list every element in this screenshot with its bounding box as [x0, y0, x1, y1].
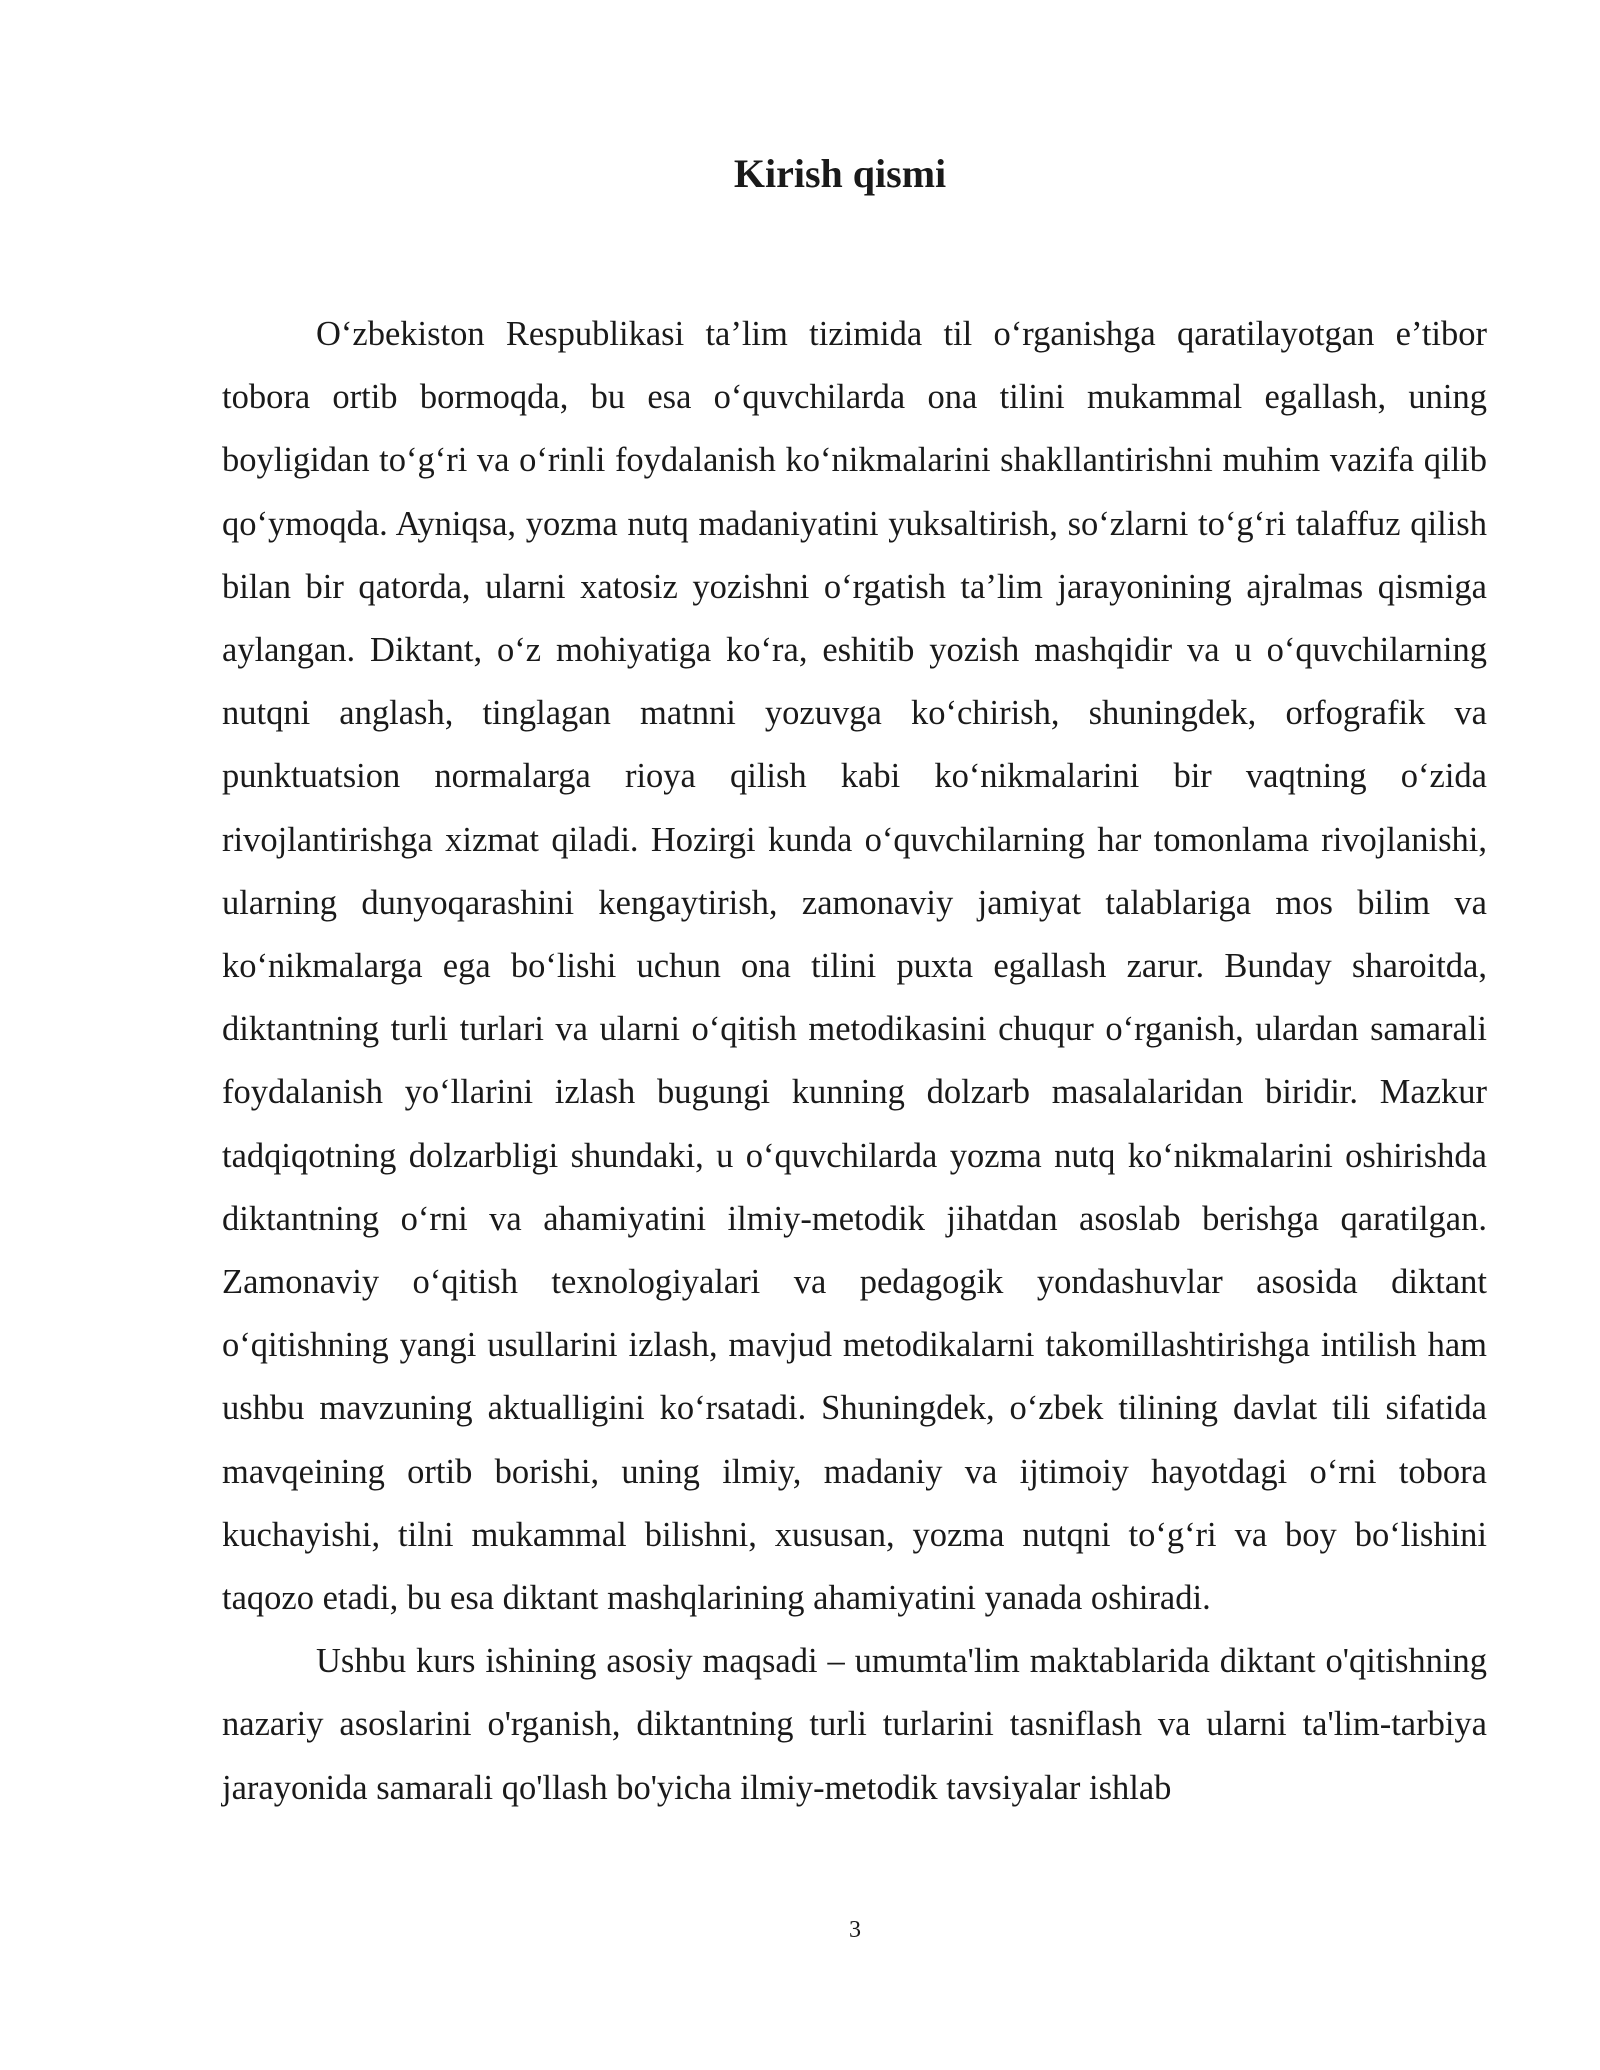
page-number: 3 [849, 1917, 861, 1943]
page-title: Kirish qismi [733, 151, 947, 196]
paragraph-goal: Ushbu kurs ishining asosiy maqsadi – umumta'lim maktablarida diktant o'qitishning nazariy asoslarini o'rganish, diktantning turli turlarini tasniflash va ularni ta'lim-tarbiya jarayonida samarali qo'llash bo'yicha ilmiy-metodik tavsiyalar ishlab [222, 1642, 1487, 1807]
document-body [222, 303, 1487, 1820]
paragraph-intro: O‘zbekiston Respublikasi ta’lim tizimida til o‘rganishga qaratilayotgan e’tibor tobora ortib bormoqda, bu esa o‘quvchilarda ona tilini mukammal egallash, uning boyligidan to‘g‘ri va o‘rinli foydalanish ko‘nikmalarini shakllantirishni muhim vazifa qilib qo‘ymoqda. Ayniqsa, yozma nutq madaniyatini yuksaltirish, so‘zlarni to‘g‘ri talaffuz qilish bilan bir qatorda, ularni xatosiz yozishni o‘rgatish ta’lim jarayonining ajralmas qismiga aylangan. Diktant, o‘z mohiyatiga ko‘ra, eshitib yozish mashqidir va u o‘quvchilarning nutqni anglash, tinglagan matnni yozuvga ko‘chirish, shuningdek, orfografik va punktuatsion normalarga rioya qilish kabi ko‘nikmalarini bir vaqtning o‘zida rivojlantirishga xizmat qiladi. Hozirgi kunda o‘quvchilarning har tomonlama rivojlanishi, ularning dunyoqarashini kengaytirish, zamonaviy jamiyat talablariga mos bilim va ko‘nikmalarga ega bo‘lishi uchun ona tilini puxta egallash zarur. Bunday sharoitda, diktantning turli turlari va ularni o‘qitish metodikasini chuqur o‘rganish, ulardan samarali foydalanish yo‘llarini izlash bugungi kunning dolzarb masalalaridan biridir. Mazkur tadqiqotning dolzarbligi shundaki, u o‘quvchilarda yozma nutq ko‘nikmalarini oshirishda diktantning o‘rni va ahamiyatini ilmiy-metodik jihatdan asoslab berishga qaratilgan. Zamonaviy o‘qitish texnologiyalari va pedagogik yondashuvlar asosida diktant o‘qitishning yangi usullarini izlash, mavjud metodikalarni takomillashtirishga intilish ham ushbu mavzuning aktualligini ko‘rsatadi. Shuningdek, o‘zbek tilining davlat tili sifatida mavqeining ortib borishi, uning ilmiy, madaniy va ijtimoiy hayotdagi o‘rni tobora kuchayishi, tilni mukammal bilishni, xususan, yozma nutqni to‘g‘ri va boy bo‘lishini taqozo etadi, bu esa diktant mashqlarining ahamiyatini yanada oshiradi. [222, 315, 1487, 1618]
